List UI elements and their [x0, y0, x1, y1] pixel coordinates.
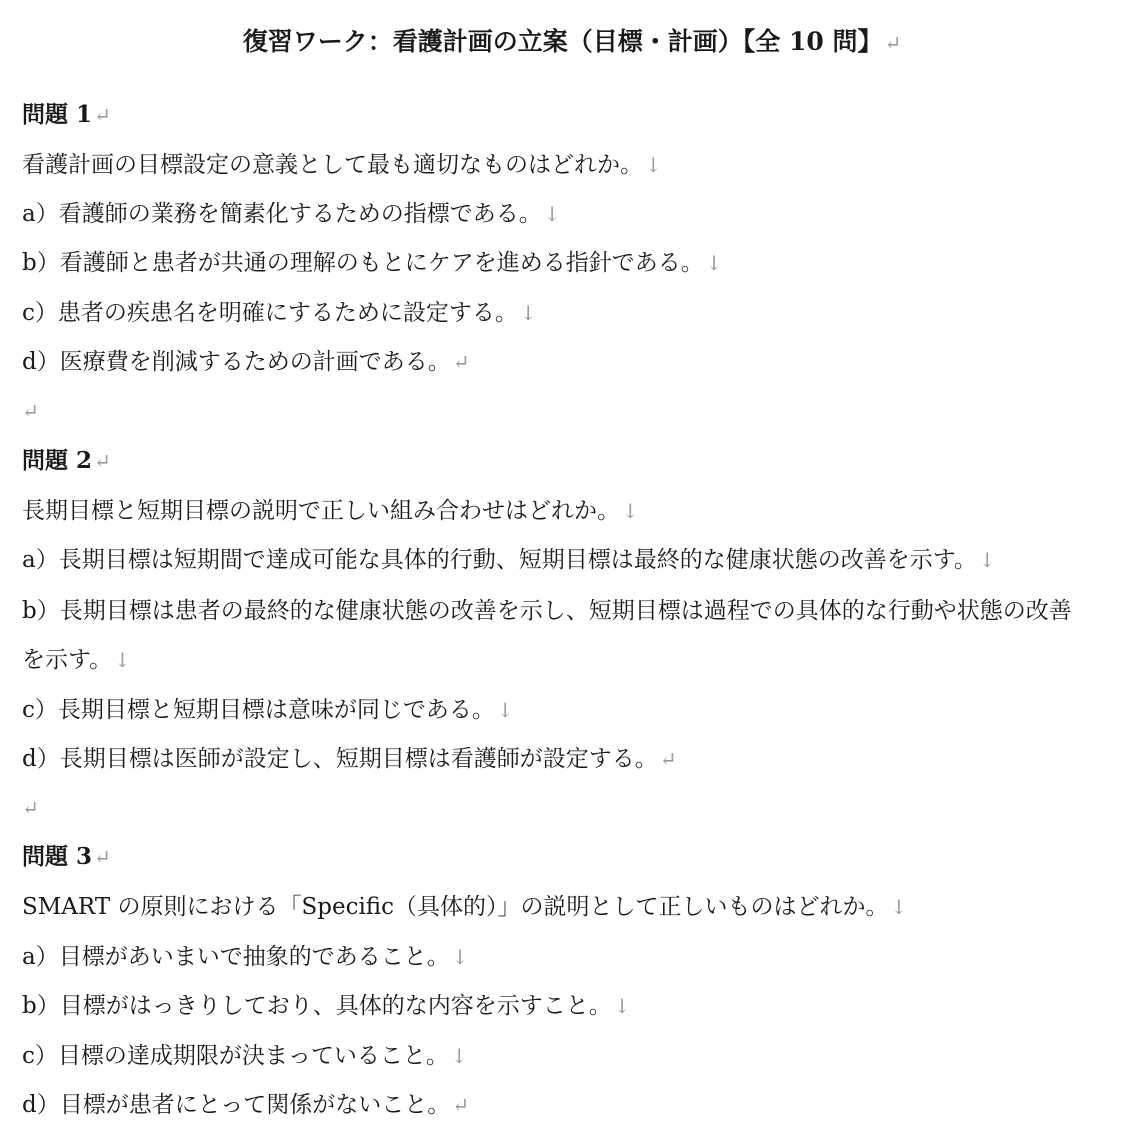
line-break-mark: ↓	[978, 548, 996, 572]
option-text: b）目標がはっきりしており、具体的な内容を示すこと。	[22, 993, 612, 1019]
option-text: c）目標の達成期限が決まっていること。	[22, 1043, 449, 1069]
option-text: a）目標があいまいで抽象的であること。	[22, 944, 450, 970]
line-break-mark: ↓	[890, 895, 908, 919]
question-3-option-b	[22, 989, 631, 1023]
line-break-mark: ↓	[496, 698, 514, 722]
option-text: c）患者の疾患名を明確にするために設定する。	[22, 300, 518, 326]
question-1-stem	[22, 148, 662, 182]
title-text: 復習ワーク：看護計画の立案（目標・計画）【全 10 問】	[242, 27, 883, 56]
line-break-mark: ↓	[519, 301, 537, 325]
empty-paragraph	[22, 791, 39, 825]
paragraph-mark: ↵	[94, 845, 111, 869]
option-text: を示す。	[22, 647, 113, 673]
empty-paragraph	[22, 394, 39, 428]
paragraph-mark: ↵	[659, 747, 677, 771]
question-1-option-b	[22, 246, 723, 280]
question-2-option-c	[22, 693, 514, 727]
question-stem-text: SMART の原則における「Specific（具体的）」の説明として正しいものはどれか。	[22, 894, 889, 920]
question-heading-text: 問題 2	[22, 447, 93, 474]
question-3-option-d	[22, 1088, 469, 1122]
line-break-mark: ↓	[451, 945, 469, 969]
paragraph-mark: ↵	[884, 31, 902, 55]
question-1-option-d	[22, 345, 470, 379]
line-break-mark: ↓	[613, 994, 631, 1018]
question-3-stem	[22, 890, 907, 924]
option-text: a）看護師の業務を簡素化するための指標である。	[22, 201, 542, 227]
paragraph-mark: ↵	[452, 350, 470, 374]
line-break-mark: ↓	[114, 648, 131, 672]
option-text: c）長期目標と短期目標は意味が同じである。	[22, 697, 495, 723]
question-2-heading	[22, 444, 111, 478]
line-break-mark: ↓	[450, 1044, 468, 1068]
question-2-option-b-continued	[22, 643, 131, 677]
line-break-mark: ↓	[645, 153, 662, 177]
paragraph-mark: ↵	[22, 399, 39, 423]
question-2-option-b	[22, 594, 1072, 628]
line-break-mark: ↓	[705, 251, 723, 275]
paragraph-mark: ↵	[94, 103, 111, 127]
document-title	[22, 22, 1122, 63]
question-2-option-d	[22, 742, 677, 776]
line-break-mark: ↓	[622, 499, 639, 523]
paragraph-mark: ↵	[94, 449, 111, 473]
paragraph-mark: ↵	[22, 796, 39, 820]
question-3-option-c	[22, 1039, 468, 1073]
option-text: b）長期目標は患者の最終的な健康状態の改善を示し、短期目標は過程での具体的な行動や状態の改善	[22, 598, 1072, 624]
question-3-heading	[22, 840, 111, 874]
question-1-heading	[22, 98, 111, 132]
question-2-option-a	[22, 543, 996, 577]
option-text: d）目標が患者にとって関係がないこと。	[22, 1092, 451, 1118]
question-1-option-a	[22, 197, 560, 231]
option-text: d）医療費を削減するための計画である。	[22, 349, 451, 375]
option-text: d）長期目標は医師が設定し、短期目標は看護師が設定する。	[22, 746, 658, 772]
question-heading-text: 問題 1	[22, 101, 93, 128]
question-stem-text: 長期目標と短期目標の説明で正しい組み合わせはどれか。	[22, 498, 620, 524]
question-3-option-a	[22, 940, 468, 974]
line-break-mark: ↓	[543, 202, 561, 226]
question-stem-text: 看護計画の目標設定の意義として最も適切なものはどれか。	[22, 152, 643, 178]
option-text: b）看護師と患者が共通の理解のもとにケアを進める指針である。	[22, 250, 704, 276]
paragraph-mark: ↵	[452, 1093, 470, 1117]
question-heading-text: 問題 3	[22, 843, 93, 870]
question-1-option-c	[22, 296, 537, 330]
question-2-stem	[22, 494, 639, 528]
option-text: a）長期目標は短期間で達成可能な具体的行動、短期目標は最終的な健康状態の改善を示す。	[22, 547, 977, 573]
